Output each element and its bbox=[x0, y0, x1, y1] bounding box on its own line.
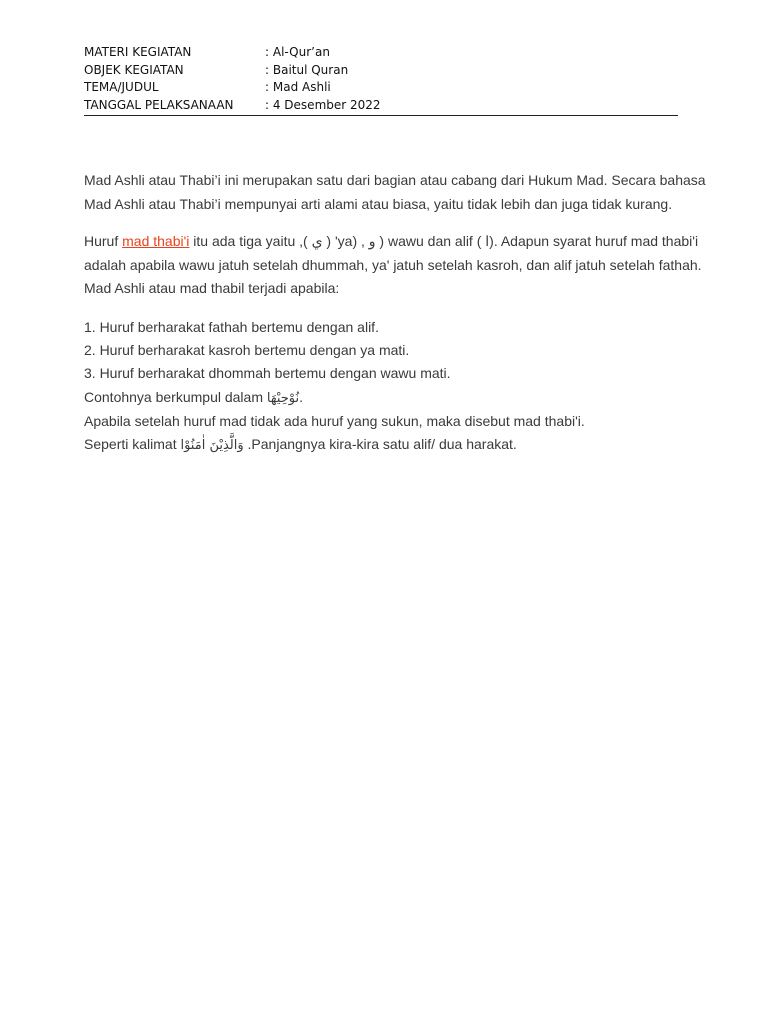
header-key: TEMA/JUDUL bbox=[84, 80, 159, 94]
header-value: : Mad Ashli bbox=[265, 80, 331, 94]
header-row-tanggal bbox=[84, 97, 678, 115]
list-item: 3. Huruf berharakat dhommah bertemu dengan wawu mati. bbox=[84, 365, 451, 382]
note-line: Apabila setelah huruf mad tidak ada huruf yang sukun, maka disebut mad thabi'i. bbox=[84, 412, 585, 429]
list-item: 2. Huruf berharakat kasroh bertemu dengan ya mati. bbox=[84, 342, 410, 359]
list-item: 1. Huruf berharakat fathah bertemu dengan alif. bbox=[84, 319, 379, 335]
example-line bbox=[84, 386, 684, 410]
header-divider bbox=[84, 115, 678, 116]
paragraph-huruf-mad bbox=[84, 230, 702, 301]
conditions-list bbox=[84, 316, 684, 457]
paragraph-line bbox=[84, 230, 699, 254]
text-fragment: .Panjangnya kira-kira satu alif/ dua harakat. bbox=[243, 436, 517, 453]
paragraph-line: Mad Ashli atau Thabi’i ini merupakan satu dari bagian atau cabang dari Hukum Mad. Secara bahasa bbox=[84, 172, 706, 188]
paragraph-intro bbox=[84, 168, 706, 216]
paragraph-line: Mad Ashli atau Thabi’i mempunyai arti alami atau biasa, yaitu tidak lebih dan juga tidak kurang. bbox=[84, 196, 673, 212]
header-key: TANGGAL PELAKSANAAN bbox=[84, 97, 234, 112]
header-row-objek bbox=[84, 62, 678, 80]
header-row-tema bbox=[84, 79, 678, 97]
header-key: OBJEK KEGIATAN bbox=[84, 62, 184, 77]
kalimat-line bbox=[84, 433, 684, 457]
mad-thabii-link[interactable]: mad thabi'i bbox=[122, 233, 190, 249]
header-value: : Baitul Quran bbox=[265, 62, 349, 77]
header-key: MATERI KEGIATAN bbox=[84, 45, 192, 59]
text-fragment: Huruf bbox=[84, 233, 123, 249]
header-row-materi bbox=[84, 44, 678, 62]
text-fragment: . bbox=[299, 388, 304, 405]
paragraph-line: Mad Ashli atau mad thabil terjadi apabila: bbox=[84, 280, 340, 296]
paragraph-line: adalah apabila wawu jatuh setelah dhummah, ya' jatuh setelah kasroh, dan alif jatuh setelah fathah. bbox=[84, 256, 702, 273]
header-info-table bbox=[84, 44, 678, 114]
text-fragment: Seperti kalimat bbox=[84, 436, 181, 453]
arabic-example: نُوْحِيْهَا bbox=[266, 390, 300, 406]
header-value: : Al-Qur’an bbox=[265, 45, 330, 59]
arabic-kalimat: وَالَّذِيْنَ اٰمَنُوْا bbox=[180, 438, 244, 454]
text-fragment: itu ada tiga yaitu ,( ي ) 'ya) , و ) wawu dan alif ( ا). Adapun syarat huruf mad thabi'i bbox=[189, 233, 699, 249]
header-value: : 4 Desember 2022 bbox=[265, 97, 381, 112]
text-fragment: Contohnya berkumpul dalam bbox=[84, 388, 267, 405]
